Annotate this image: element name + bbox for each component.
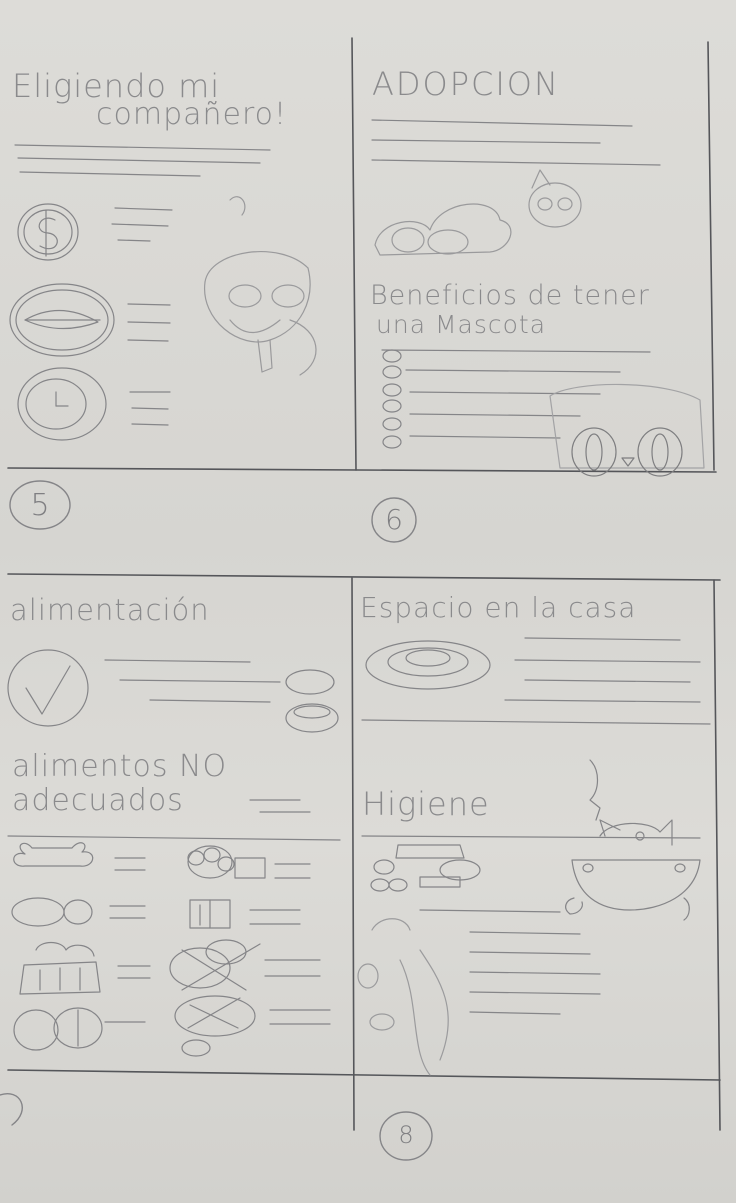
clock-icon (18, 368, 106, 440)
soap-icon (371, 845, 480, 891)
grapes-icon (20, 943, 100, 995)
cloud-dog-icon (375, 204, 511, 255)
dollar-sign-icon (18, 204, 78, 260)
dog-bath-icon (358, 919, 448, 1075)
fruit-icon (14, 1008, 102, 1050)
cat-face-icon (529, 170, 581, 227)
panel-5-number: 5 (30, 488, 50, 523)
panel-grid-lines (8, 38, 720, 1130)
dog-face-icon (205, 197, 316, 375)
crossed-food-icon (170, 940, 260, 1056)
panel-8-subtitle: Higiene (362, 785, 490, 823)
panel-5-title-line-2: compañero! (96, 97, 288, 132)
panel-8-sketch (358, 638, 710, 1075)
food-bowl-icon (286, 670, 338, 732)
panel-7-subtitle-line-1: alimentos NO (12, 749, 228, 784)
panel-6-number: 6 (385, 503, 403, 536)
panel-5-title-line-1: Eligiendo mi (12, 67, 221, 105)
panel-6-subtitle-line-2: una Mascota (376, 310, 547, 339)
panel-6-subtitle-line-1: Beneficios de tener (370, 280, 650, 311)
bullet-list-icon (383, 350, 401, 448)
panel-7-subtitle-line-2: adecuados (12, 783, 184, 818)
panel-7-title: alimentación (10, 593, 210, 627)
dog-bed-icon (366, 641, 490, 689)
bone-icon (14, 843, 93, 866)
candy-icon (12, 898, 92, 926)
panel-7-sketch (8, 650, 340, 1056)
chocolate-icon (190, 900, 230, 928)
panel-8-number: 8 (398, 1121, 414, 1149)
panel-6-title: ADOPCION (372, 65, 560, 103)
panel-5-sketch (10, 145, 316, 440)
panel-8-title: Espacio en la casa (360, 591, 637, 624)
cat-eyes-icon (550, 384, 704, 476)
bathtub-dog-icon (566, 760, 700, 920)
cookie-icon (188, 846, 265, 878)
checkmark-icon (8, 650, 88, 726)
eye-icon (10, 284, 114, 356)
